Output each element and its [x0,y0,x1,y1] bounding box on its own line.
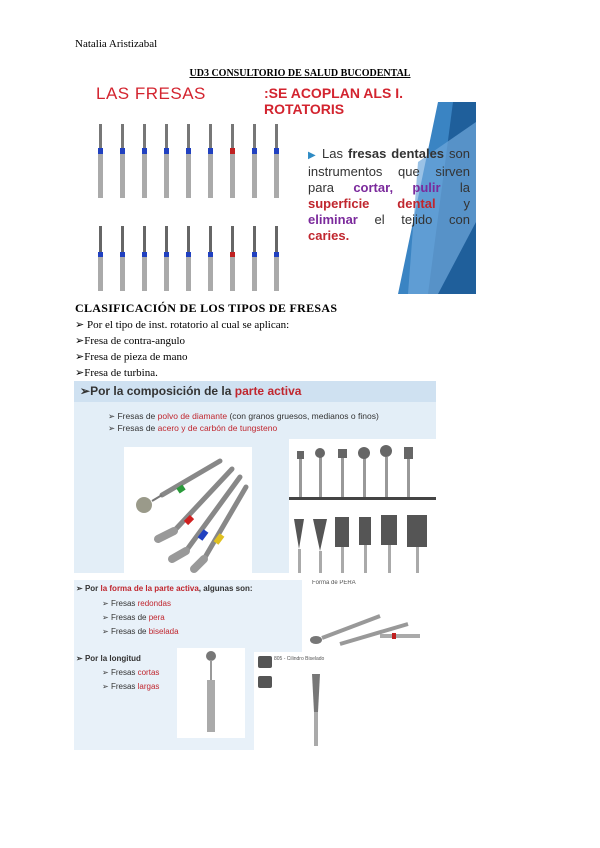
bur-mark [186,148,191,154]
list-item: ➢ Fresas largas [102,682,160,691]
bur-mark [274,154,279,198]
bur-mark [253,124,256,148]
list-heading: ➢ Por la forma de la parte activa, algunas son: [76,584,253,593]
bur-mark [98,148,103,154]
bur-mark [275,124,278,148]
bur-mark [275,226,278,252]
bur-mark [231,226,234,252]
bur-mark [230,148,235,154]
bur-mark [98,252,103,257]
bur-mark [142,148,147,154]
bur-mark [208,257,213,291]
classification-line: ➢Fresa de pieza de mano [75,351,188,363]
bur-mark [164,252,169,257]
bur-mark [208,252,213,257]
author-name: Natalia Aristizabal [75,38,158,50]
bur-mark [165,226,168,252]
bur-mark [208,148,213,154]
bur-mark [186,154,191,198]
list-item: ➢ Fresas de polvo de diamante (con granos gruesos, medianos o finos) [108,411,379,421]
slide-subtitle: :SE ACOPLAN ALS I. ROTATORIS [264,85,403,117]
bur-mark [209,124,212,148]
list-heading: ➢ Por la longitud [76,654,141,663]
bur-mark [142,252,147,257]
bur-mark [164,154,169,198]
bur-mark [252,257,257,291]
short-bur-photo [177,648,245,738]
slide-forma-longitud [74,580,422,750]
bur-mark [209,226,212,252]
unit-title: UD3 CONSULTORIO DE SALUD BUCODENTAL [189,68,411,79]
pear-burs-photo [300,590,422,652]
bur-mark [186,252,191,257]
burs-illustration [90,106,298,294]
diamond-burs-photo [124,447,252,573]
bur-mark [252,148,257,154]
bur-mark [120,148,125,154]
classification-line: ➢ Por el tipo de inst. rotatorio al cual se aplican: [75,319,290,331]
list-item: ➢ Fresas redondas [102,599,171,608]
list-item: ➢ Fresas de pera [102,613,165,622]
bur-mark [98,154,103,198]
bur-mark [252,252,257,257]
bur-mark [143,226,146,252]
bur-mark [121,124,124,148]
bur-mark [99,226,102,252]
bur-mark [230,252,235,257]
bur-mark [120,154,125,198]
bur-mark [230,257,235,291]
bur-mark [99,124,102,148]
bur-mark [121,226,124,252]
bur-mark [120,257,125,291]
slide-title: ➢Por la composición de la parte activa [80,384,302,398]
slide-description: ▶ Las fresas dentales son instrumentos que sirven para cortar, pulir la superficie dental y eliminar el tejido con caries. [308,146,470,243]
long-bur-photo [254,652,422,750]
photo-caption: Forma de PERA [312,580,356,586]
bur-mark [208,154,213,198]
bur-mark [274,257,279,291]
bur-mark [231,124,234,148]
bur-mark [165,124,168,148]
bullet-arrow-icon: ▶ [308,150,318,161]
bur-mark [252,154,257,198]
photo-caption: 805 - Cilindro Biselado [274,656,325,662]
bur-mark [274,148,279,154]
list-item: ➢ Fresas de acero y de carbón de tungsteno [108,423,278,433]
slide-title: LAS FRESAS [96,84,206,103]
bur-mark [98,257,103,291]
slide-composicion [74,381,436,573]
classification-heading: CLASIFICACIÓN DE LOS TIPOS DE FRESAS [75,301,338,315]
bur-mark [164,148,169,154]
steel-burs-photo [289,439,436,573]
bur-mark [143,124,146,148]
bur-mark [142,257,147,291]
bur-mark [253,226,256,252]
bur-mark [274,252,279,257]
bur-mark [164,257,169,291]
bur-mark [230,154,235,198]
list-item: ➢ Fresas de biselada [102,627,179,636]
list-item: ➢ Fresas cortas [102,668,160,677]
bur-mark [186,257,191,291]
slide-las-fresas [86,82,476,294]
bur-mark [120,252,125,257]
classification-line: ➢Fresa de contra-angulo [75,335,186,347]
classification-line: ➢Fresa de turbina. [75,367,158,379]
bur-mark [187,124,190,148]
bur-mark [142,154,147,198]
bur-mark [187,226,190,252]
